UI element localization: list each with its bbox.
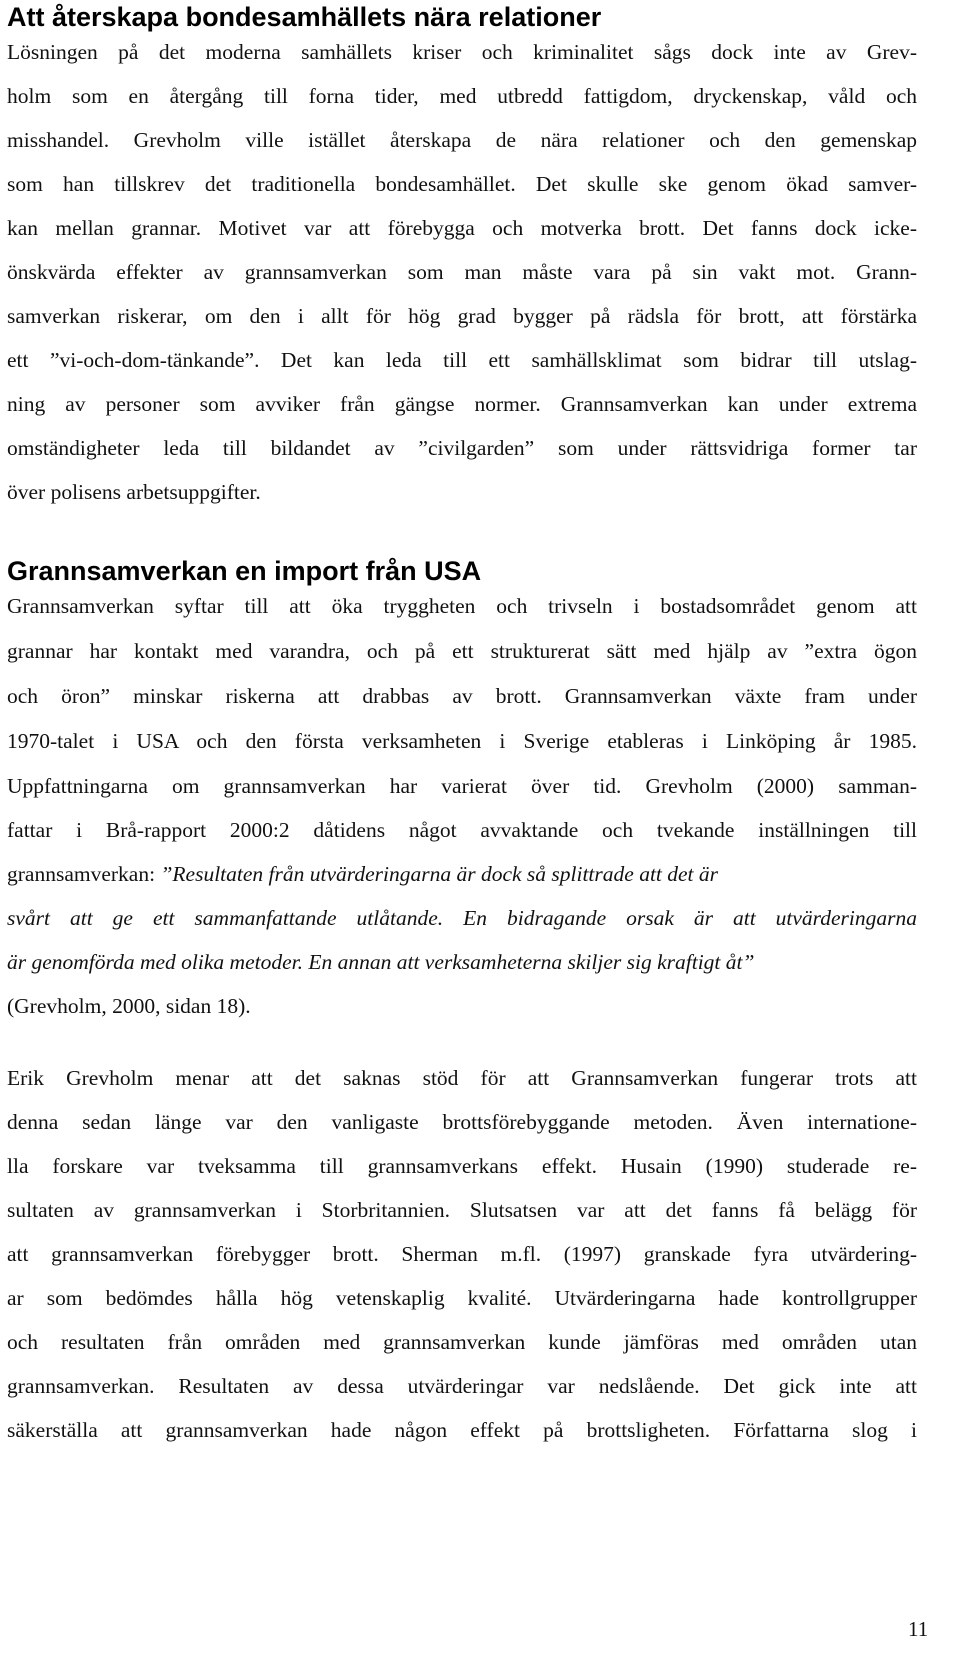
paragraph-line: och resultaten från områden med grannsamverkan kunde jämföras med områden utan [7,1330,917,1354]
paragraph-line: omständigheter leda till bildandet av ”civilgarden” som under rättsvidriga former tar [7,436,917,460]
paragraph-line: sultaten av grannsamverkan i Storbritannien. Slutsatsen var att det fanns få belägg för [7,1198,917,1222]
paragraph-line: kan mellan grannar. Motivet var att förebygga och motverka brott. Det fanns dock icke- [7,216,917,240]
section-heading-bondesamhallet: Att återskapa bondesamhällets nära relationer [7,2,602,32]
quote-line: svårt att ge ett sammanfattande utlåtande. En bidragande orsak är att utvärderingarna [7,906,917,930]
paragraph-line: denna sedan länge var den vanligaste brottsförebyggande metoden. Även internatione- [7,1110,917,1134]
paragraph-line: grannsamverkan. Resultaten av dessa utvärderingar var nedslående. Det gick inte att [7,1374,917,1398]
paragraph-line: grannar har kontakt med varandra, och på ett strukturerat sätt med hjälp av ”extra ögon [7,639,917,663]
paragraph-line: över polisens arbetsuppgifter. [7,480,261,504]
paragraph-line: Grannsamverkan syftar till att öka tryggheten och trivseln i bostadsområdet genom att [7,594,917,618]
paragraph-line: misshandel. Grevholm ville istället återskapa de nära relationer och den gemenskap [7,128,917,152]
quote-text: ”Resultaten från utvärderingarna är dock så splittrade att det är [160,862,719,886]
paragraph-line: fattar i Brå-rapport 2000:2 dåtidens något avvaktande och tvekande inställningen till [7,818,917,842]
paragraph-line: samverkan riskerar, om den i allt för hög grad bygger på rädsla för brott, att förstärka [7,304,917,328]
quote-line: är genomförda med olika metoder. En annan att verksamheterna skiljer sig kraftigt åt” [7,950,755,974]
quote-line-first [7,860,917,888]
paragraph-line: ar som bedömdes hålla hög vetenskaplig kvalité. Utvärderingarna hade kontrollgrupper [7,1286,917,1310]
page-number: 11 [908,1617,929,1641]
paragraph-line: att grannsamverkan förebygger brott. Sherman m.fl. (1997) granskade fyra utvärdering- [7,1242,917,1266]
paragraph-line: lla forskare var tveksamma till grannsamverkans effekt. Husain (1990) studerade re- [7,1154,917,1178]
paragraph-line: önskvärda effekter av grannsamverkan som man måste vara på sin vakt mot. Grann- [7,260,917,284]
paragraph-line: Erik Grevholm menar att det saknas stöd för att Grannsamverkan fungerar trots att [7,1066,917,1090]
paragraph-line: holm som en återgång till forna tider, med utbredd fattigdom, dryckenskap, våld och [7,84,917,108]
paragraph-line: ning av personer som avviker från gängse normer. Grannsamverkan kan under extrema [7,392,917,416]
paragraph-line: Lösningen på det moderna samhällets kriser och kriminalitet sågs dock inte av Grev- [7,40,917,64]
paragraph-line: och öron” minskar riskerna att drabbas av brott. Grannsamverkan växte fram under [7,684,917,708]
paragraph-line: som han tillskrev det traditionella bondesamhället. Det skulle ske genom ökad samver- [7,172,917,196]
section-heading-usa: Grannsamverkan en import från USA [7,556,482,586]
paragraph-line: 1970-talet i USA och den första verksamheten i Sverige etableras i Linköping år 1985. [7,729,917,753]
quote-lead: grannsamverkan: [7,862,161,886]
paragraph-line: Uppfattningarna om grannsamverkan har varierat över tid. Grevholm (2000) samman- [7,774,917,798]
paragraph-line: ett ”vi-och-dom-tänkande”. Det kan leda till ett samhällsklimat som bidrar till utslag- [7,348,917,372]
citation: (Grevholm, 2000, sidan 18). [7,994,251,1018]
paragraph-line: säkerställa att grannsamverkan hade någon effekt på brottsligheten. Författarna slog i [7,1418,917,1442]
